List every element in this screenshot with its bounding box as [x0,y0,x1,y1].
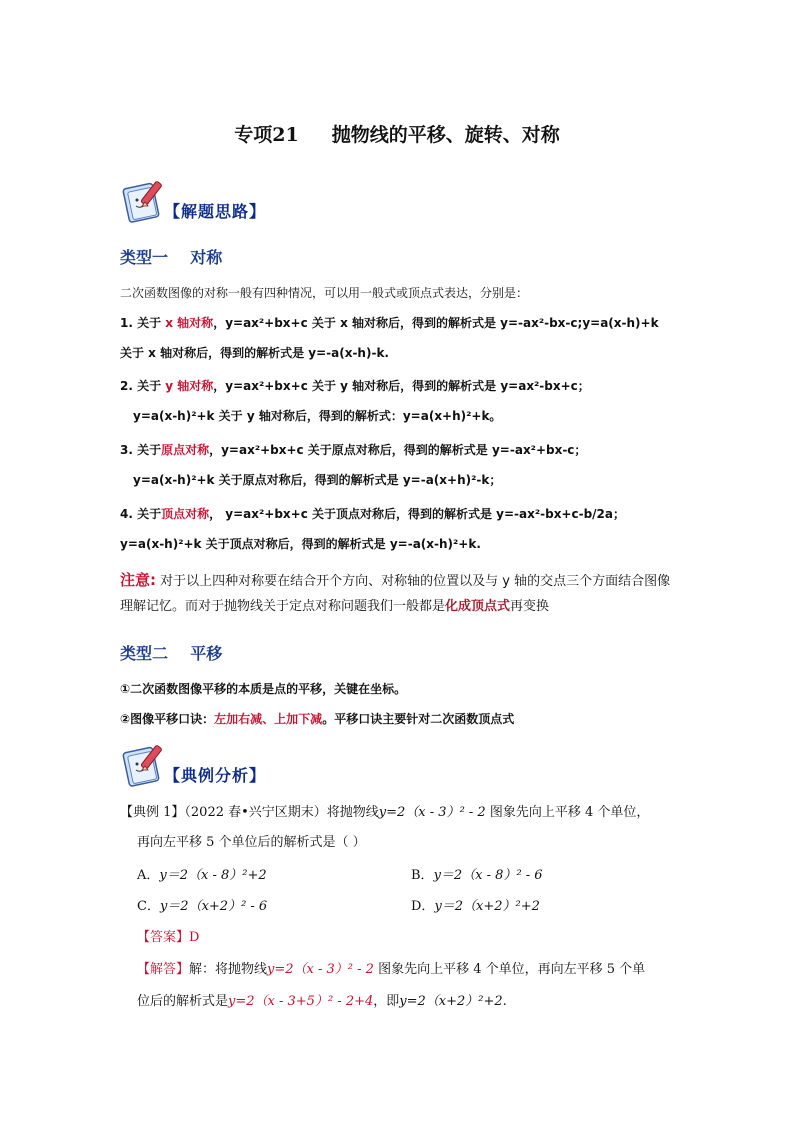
solution-formula: y=2（x+2）²+2 [399,994,503,1009]
type1-item4 [120,504,700,524]
option-label: D． [411,899,435,914]
solution-text: ，即 [373,994,400,1009]
page-title: 专项21 抛物线的平移、旋转、对称 [234,124,560,146]
type1-note [120,568,680,619]
item-prefix: 3. 关于 [120,443,162,457]
note-keyword: 化成顶点式 [445,599,511,614]
example-line1 [120,803,649,823]
type1-item3-line2: y=a(x-h)²+k 关于原点对称后，得到的解析式是 y=-a(x+h)²-k； [133,473,502,487]
item-keyword: 顶点对称 [161,507,210,521]
type1-item3 [120,440,700,460]
option-label: A． [137,868,160,883]
type2-item1: ①二次函数图像平移的本质是点的平移，关键在坐标。 [120,682,407,696]
section-badge-label: 【典例分析】 [164,766,267,785]
example-formula: y=2（x - 3）² - 2 [378,805,486,820]
type1-item2 [120,376,700,396]
example-line2: 再向左平移 5 个单位后的解析式是（ ） [137,835,366,850]
option-text: y＝2（x - 8）² - 6 [433,868,543,883]
type2-item2 [120,709,700,729]
item-keyword: y 轴对称 [165,379,214,393]
type1-item1 [120,313,700,333]
item-prefix: ②图像平移口诀： [120,712,215,726]
solution-text: 位后的解析式是 [137,994,229,1009]
note-lead: 注意: [120,571,156,589]
answer-value: D [189,930,200,945]
item-text: ，y=ax²+bx+c 关于原点对称后，得到的解析式是 y=-ax²+bx-c； [209,443,587,457]
solution-formula: y=2（x - 3+5）² - 2+4 [228,994,374,1009]
item-text: ，y=ax²+bx+c 关于 y 轴对称后，得到的解析式是 y=ax²-bx+c； [213,379,590,393]
type1-intro: 二次函数图像的对称一般有四种情况，可以用一般式或顶点式表达，分别是： [120,286,529,300]
option-d[interactable] [411,897,540,917]
solution-text: 图象先向上平移 4 个单位，再向左平移 5 个单 [373,962,646,977]
solution-line1 [137,960,645,980]
section-badge-label: 【解题思路】 [164,202,267,221]
item-prefix: 4. 关于 [120,507,162,521]
answer-line [137,928,199,948]
solution-formula: y=2（x - 3）² - 2 [267,962,374,977]
solution-text: . [502,994,507,1009]
note-text: 对于以上四种对称要在结合开个方向、对称轴的位置以及与 y 轴的交点三个方面结合图像理解记忆。而对于抛物线关于定点对称问题我们一般都是 [120,574,671,614]
solution-text: 解：将抛物线 [189,962,268,977]
item-keyword: 原点对称 [161,443,210,457]
item-text: ， y=ax²+bx+c 关于顶点对称后，得到的解析式是 y=-ax²-bx+c-b/2a； [209,507,625,521]
note-tail: 再变换 [510,599,550,614]
option-label: B． [411,868,434,883]
item-text: ，y=ax²+bx+c 关于 x 轴对称后，得到的解析式是 y=-ax²-bx-c;y=a(x-h)+k [213,316,659,330]
option-label: C． [137,899,160,914]
solution-tag: 【解答】 [137,962,190,977]
solution-line2 [137,992,507,1012]
type1-heading: 类型一 对称 [120,248,223,267]
answer-tag: 【答案】 [137,930,190,945]
example-text: 图象先向上平移 4 个单位， [485,805,650,820]
item-keyword: 左加右减、上加下减 [214,712,323,726]
option-a[interactable] [137,866,267,886]
option-text: y＝2（x - 8）²+2 [159,868,267,883]
item-prefix: 1. 关于 [120,316,166,330]
type2-heading: 类型二 平移 [120,644,223,663]
option-text: y＝2（x+2）²+2 [434,899,540,914]
type1-item1-line2: 关于 x 轴对称后，得到的解析式是 y=-a(x-h)-k. [120,346,389,360]
type1-item2-line2: y=a(x-h)²+k 关于 y 轴对称后，得到的解析式：y=a(x+h)²+k。 [133,409,502,423]
type1-item4-line2: y=a(x-h)²+k 关于顶点对称后，得到的解析式是 y=-a(x-h)²+k. [120,537,481,551]
option-text: y＝2（x+2）² - 6 [159,899,268,914]
option-c[interactable] [137,897,267,917]
example-intro: 【典例 1】（2022 春•兴宁区期末）将抛物线 [120,805,379,820]
option-b[interactable] [411,866,543,886]
item-prefix: 2. 关于 [120,379,166,393]
item-text: 。平移口诀主要针对二次函数顶点式 [322,712,515,726]
item-keyword: x 轴对称 [165,316,214,330]
